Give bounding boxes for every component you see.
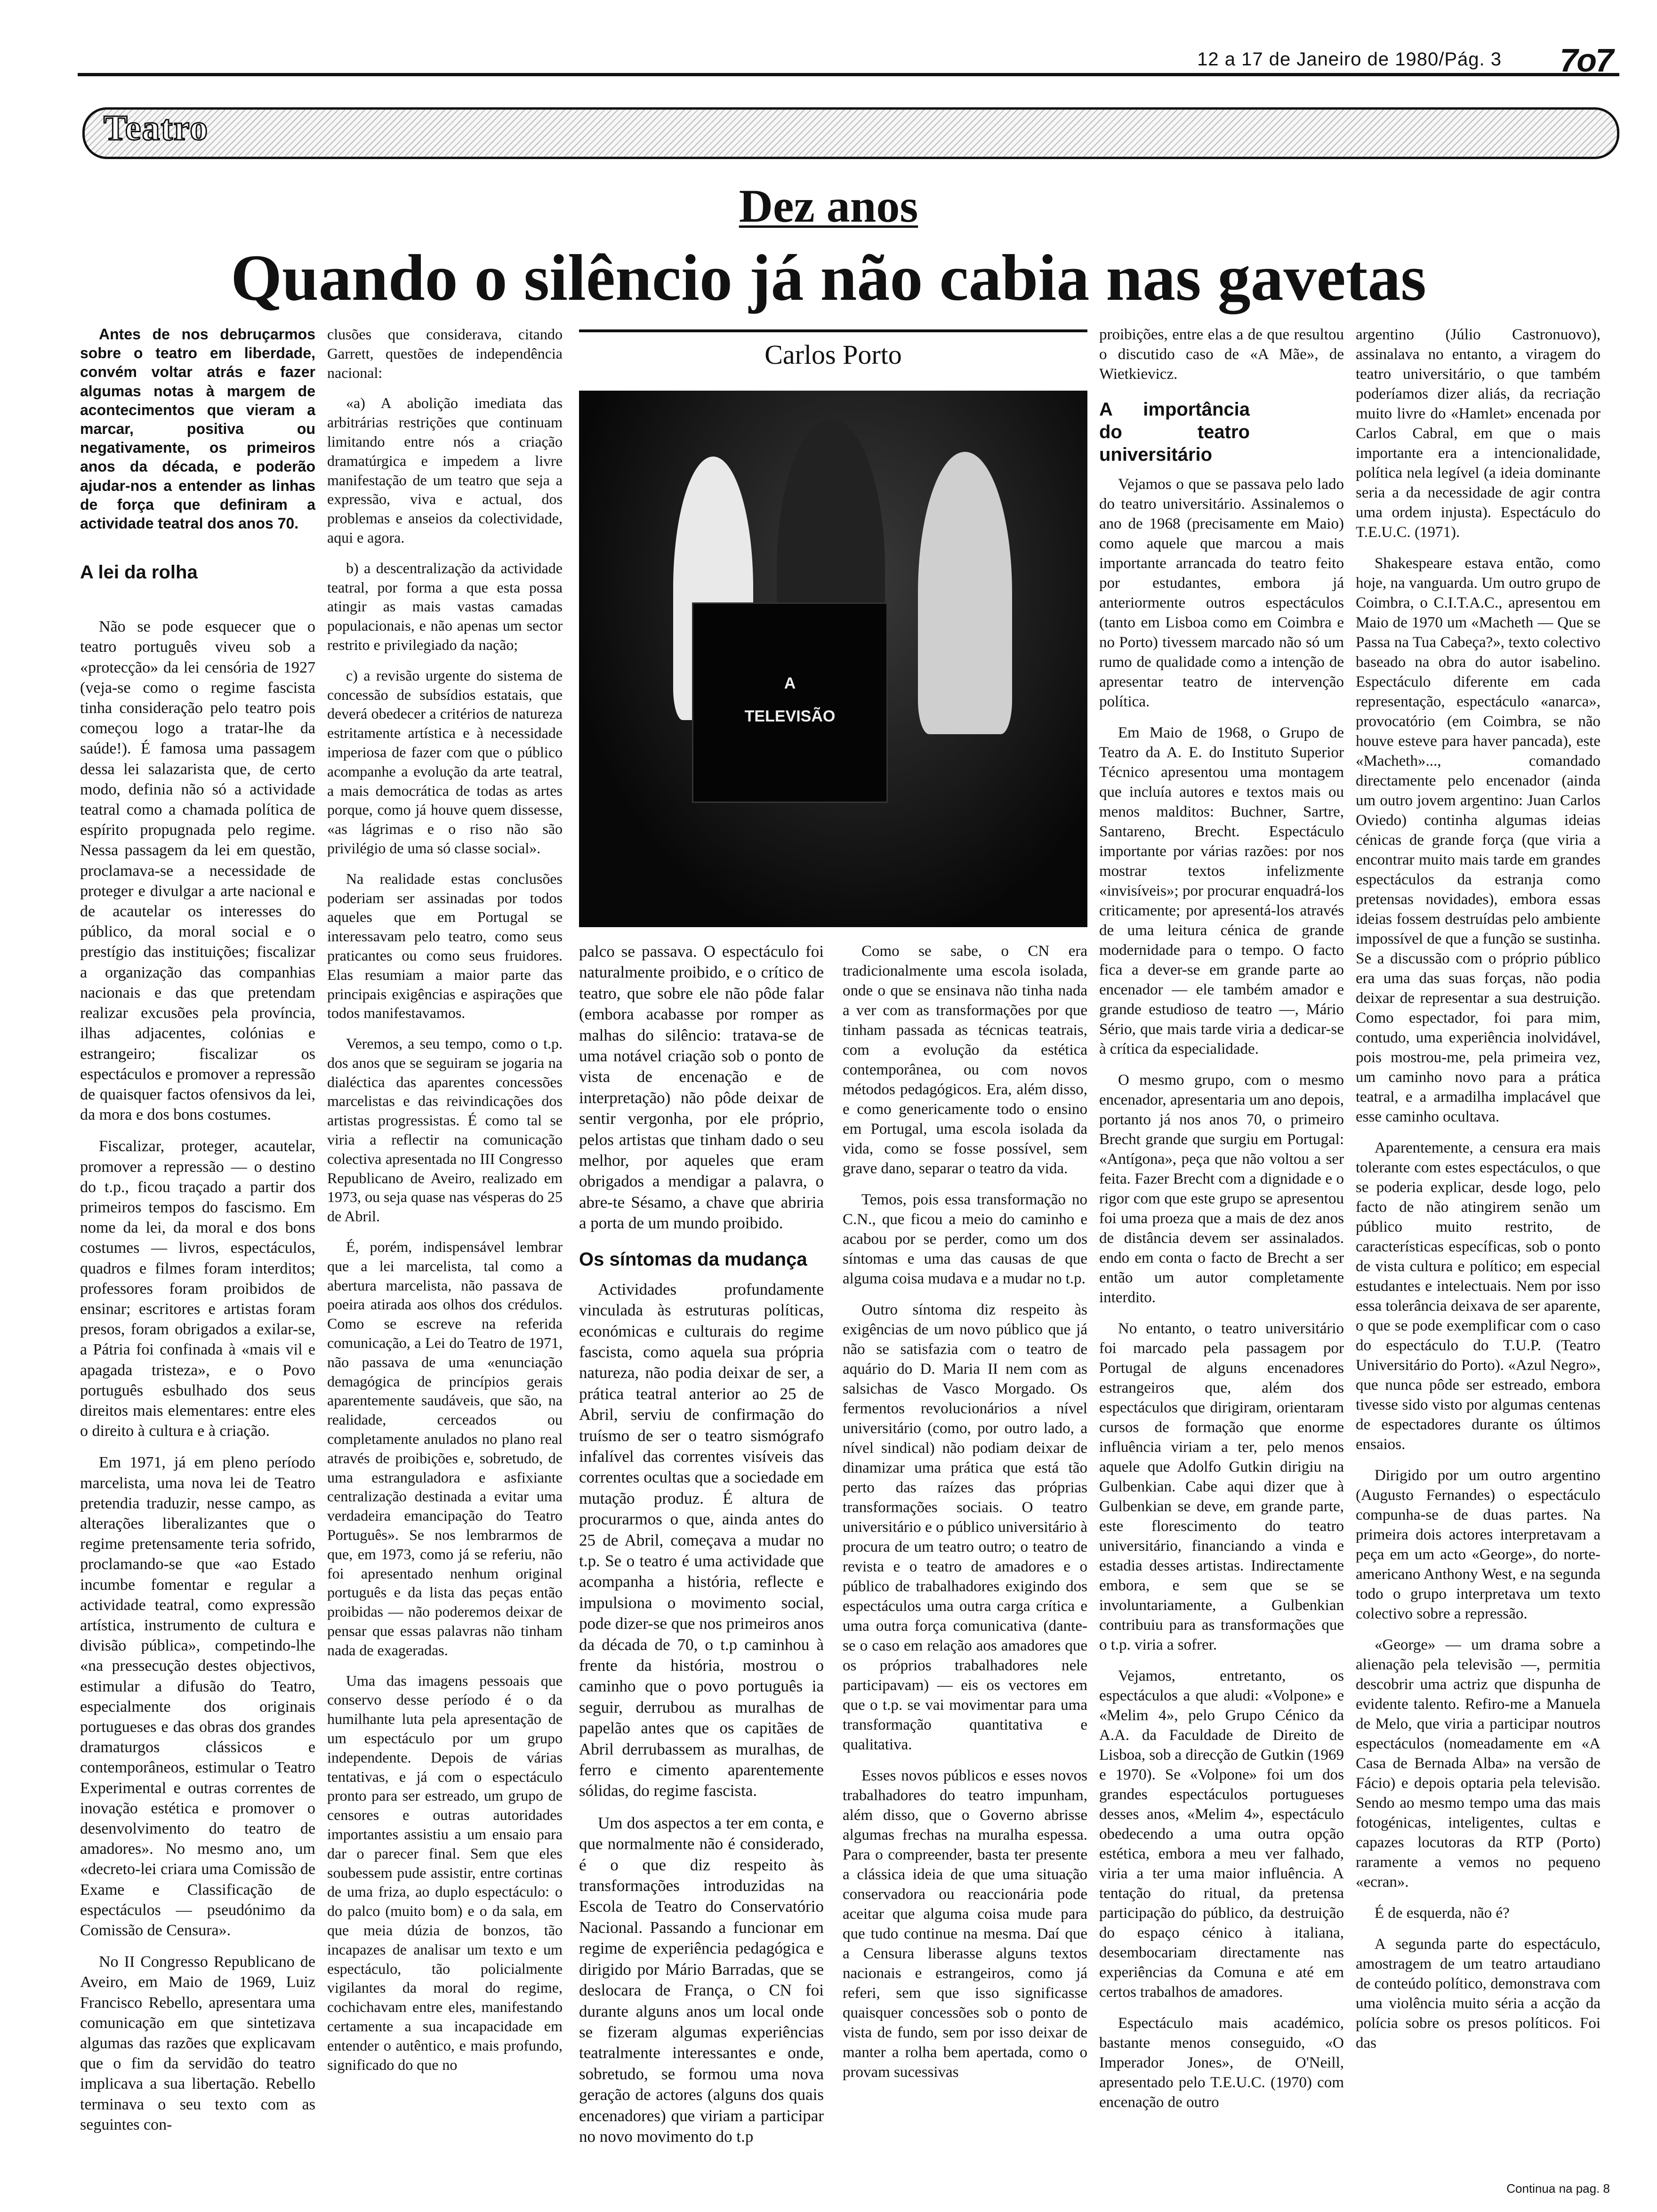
photo-caption-line: TELEVISÃO [744, 707, 836, 725]
paragraph: «George» — um drama sobre a alienação pela televisão —, permitia descobrir uma actriz que dispunha de evidente talento. Refiro-me a Manuela de Melo, que viria a participar noutros espectáculos (nomeadamente em «A Casa de Bernada Alba» na versão de Fácio) e depois optaria pela televisão. Sendo ao mesmo tempo uma das mais fotogénicas, inteligentes, cultas e capazes locutoras da RTP (Porto) raramente a vemos no pequeno «ecran». [1356, 1636, 1601, 1891]
article-kicker: Dez anos [739, 180, 918, 232]
dateline: 12 a 17 de Janeiro de 1980/Pág. 3 [1197, 49, 1502, 70]
header-rule [78, 73, 1619, 76]
photo-caption-line: A [784, 674, 796, 692]
photo-figure [918, 452, 1012, 734]
column-5 [1099, 325, 1344, 2124]
photo-television [692, 602, 888, 803]
paragraph: Vejamos o que se passava pelo lado do teatro universitário. Assinalemos o ano de 1968 (precisamente em Maio) como aquele que marcou a mais importante arrancada do teatro feito por estudantes, embora já anteriormente outros espectáculos (tanto em Lisboa como em Coimbra e no Porto) tivessem marcado não só um rumo de qualidade como a intenção de apresentar teatro de intervenção política. [1099, 476, 1344, 710]
paragraph: Em Maio de 1968, o Grupo de Teatro da A. E. do Instituto Superior Técnico apresentou uma montagem que incluía autores e textos mais ou menos malditos: Buchner, Sartre, Santareno, Brecht. Espectáculo importante por várias razões: por nos mostrar textos infelizmente «invisíveis»; por procurar enquadrá-los criticamente; por apresentá-los através de uma leitura cénica de grande modernidade para o tempo. O facto fica a dever-se em grande parte ao encenador — ele também amador e grande estudioso de teatro —, Mário Sério, que mais tarde viria a dedicar-se à crítica da especialidade. [1099, 724, 1344, 1058]
paragraph: «a) A abolição imediata das arbitrárias restrições que continuam limitando entre nós a criação dramatúrgica e impedem a livre manifestação de um teatro que seja a expressão, viva e actual, dos problemas e anseios da colectividade, aqui e agora. [327, 394, 563, 546]
column-1 [80, 325, 315, 2146]
paragraph: Um dos aspectos a ter em conta, e que normalmente não é considerado, é o que diz respeito às transformações introduzidas na Escola de Teatro do Conservatório Nacional. Passando a funcionar em regime de experiência pedagógica e dirigido por Mário Barradas, que se deslocara de França, o CN foi durante alguns anos um local onde se fizeram algumas experiências teatralmente interessantes e onde, sobretudo, se formou uma nova geração de actores (alguns dos quais encenadores) que viriam a participar no novo movimento do t.p [579, 1813, 824, 2146]
subheading-lei-da-rolha: A lei da rolha [80, 562, 198, 583]
continued-note: Continua na pag. 8 [1506, 2181, 1610, 2196]
paragraph: Na realidade estas conclusões poderiam ser assinadas por todos aqueles que em Portugal se interessavam pelo teatro, como seus praticantes ou como seus fruidores. Elas resumiam a maior parte das principais exigências e aspirações que todos manifestavamos. [327, 870, 563, 1022]
column-6 [1356, 325, 1601, 2064]
paragraph: clusões que considerava, citando Garrett, questões de independência nacional: [327, 326, 563, 381]
paragraph: Fiscalizar, proteger, acautelar, promover a repressão — o destino do t.p., ficou traçado a partir dos primeiros tempos do fascismo. Em nome da lei, da moral e dos bons costumes — livros, espectáculos, quadros e filmes foram interditos; professores foram proibidos de ensinar; escritores e artistas foram presos, foram obrigados a exilar-se, a Pátria foi confinada à «mais vil e apagada tristeza», e o Povo português esbulhado dos seus direitos mais elementares: entre eles o direito à cultura e à criação. [80, 1138, 315, 1440]
paragraph: c) a revisão urgente do sistema de concessão de subsídios estatais, que deverá obedecer a critérios de natureza estritamente artística e à necessidade imperiosa de fazer com que o público acompanhe a evolução da arte teatral, a mais democrática de todas as artes porque, como já houve quem dissesse, «as lágrimas e o riso não são privilégio de uma só classe social». [327, 666, 563, 857]
paragraph: É, porém, indispensável lembrar que a lei marcelista, tal como a abertura marcelista, não passava de poeira atirada aos olhos dos crédulos. Como se escreve na referida comunicação, a Lei do Teatro de 1971, não passava de uma «enunciação demagógica de princípios gerais aparentemente saudáveis, que são, na realidade, cerceados ou completamente anulados no plano real através de proibições e, sobretudo, de uma estranguladora e asfixiante centralização destinada a evitar uma verdadeira emancipação do Teatro Português». Se nos lembrarmos de que, em 1973, como já se referiu, não foi apresentado nenhum original português e da lista das peças então proibidas — não poderemos deixar de pensar que essas palavras não tinham nada de exageradas. [327, 1238, 563, 1659]
paragraph: proibições, entre elas a de que resultou o discutido caso de «A Mãe», de Wietkievicz. [1099, 326, 1344, 383]
column-4 [843, 941, 1087, 2093]
paragraph: Shakespeare estava então, como hoje, na vanguarda. Um outro grupo de Coimbra, o C.I.T.A.C., apresentou em Maio de 1970 um «Macheth — Que se Passa na Tua Cabeça?», texto colectivo baseado na obra do autor isabelino. Espectáculo diferente em cada representação, espectáculo «anarca», provocatório (em Coimbra, se não houve esteve para haver pancada), este «Macheth»..., comandado directamente pelo encenador (ainda um outro jovem argentino: Juan Carlos Oviedo) continha algumas ideias cénicas de grande força (que viria a encontrar muito mais tarde em grandes espectáculos da estranja como pretensas novidades), embora essas ideias fossem destruídas pelo ambiente impossível de que a função se sustinha. Se a discussão com o próprio público era uma das suas forças, não podia deixar de representar a sua destruição. Como espectador, foi para mim, contudo, uma experiência inolvidável, pois mostrou-me, pela primeira vez, um caminho novo para a prática teatral, e a armadilha implacável que esse caminho ocultava. [1356, 555, 1601, 1125]
paragraph: argentino (Júlio Castronuovo), assinalava no entanto, a viragem do teatro universitário, o que também poderíamos dizer aliás, da recriação muito livre do «Hamlet» encenada por Carlos Cabral, em que o mais importante era a intencionalidade, política nela legível (a ideia dominante seria a da necessidade de agir contra uma ordem injusta). Espectáculo do T.E.U.C. (1971). [1356, 326, 1601, 541]
paragraph: Esses novos públicos e esses novos trabalhadores do teatro impunham, além disso, que o Governo abrisse algumas frechas na muralha espessa. Para o compreender, basta ter presente a clássica ideia de que uma situação conservadora ou reaccionária pode aceitar que alguma coisa mude para que tudo continue na mesma. Daí que a Censura liberasse alguns textos nacionais e estrangeiros, como já referi, sem que isso significasse quaisquer concessões sob o ponto de vista de fundo, sem por isso deixar de manter a rolha bem apertada, como o provam sucessivas [843, 1767, 1087, 2081]
column-3 [579, 941, 824, 2158]
paragraph: Temos, pois essa transformação no C.N., que ficou a meio do caminho e acabou por se perder, como um dos síntomas e uma das causas de que alguma coisa mudava e a mudar no t.p. [843, 1191, 1087, 1287]
paragraph: Aparentemente, a censura era mais tolerante com estes espectáculos, o que se poderia explicar, desde logo, pelo facto de não atingirem senão um público muito restrito, de características específicas, sob o ponto de vista cultura e político; em especial estudantes e intelectuais. Nem por isso essa tolerância deixava de ser aparente, o que se pode exemplificar com o caso do espectáculo do T.U.P. (Teatro Universitário do Porto). «Azul Negro», que nunca pôde ser estreado, embora tivesse sido visto por algumas centenas de espectadores durante os últimos ensaios. [1356, 1139, 1601, 1453]
paragraph: Não se pode esquecer que o teatro português viveu sob a «protecção» da lei censória de 1927 (veja-se como o regime fascista tinha consideração pelo teatro pois começou logo a tratar-lhe da saúde!). É famosa uma passagem dessa lei salazarista que, de certo modo, definia não só a actividade teatral como a chamada política de espírito propugnada pelo regime. Nessa passagem da lei em questão, proclamava-se a necessidade de proteger e divulgar a arte nacional e de acautelar os interesses do público, da moral social e o prestígio das instituições; fiscalizar a organização das companhias nacionais e das que pretendam realizar excusões pela província, ilhas adjacentes, colónias e estrangeiro; fiscalizar os espectáculos e promover a repressão de quaisquer factos ofensivos da lei, da mora e dos bons costumes. [80, 618, 315, 1124]
section-banner [82, 107, 1619, 159]
paragraph: É de esquerda, não é? [1375, 1905, 1510, 1922]
byline: Carlos Porto [764, 339, 902, 370]
paragraph: b) a descentralização da actividade teatral, por forma a que esta possa atingir as mais vastas camadas populacionais, e não apenas um sector restrito e privilegiado da nação; [327, 559, 563, 653]
paragraph: Espectáculo mais académico, bastante menos conseguido, «O Imperador Jones», de O'Neill, apresentado pelo T.E.U.C. (1970) com encenação de outro [1099, 2015, 1344, 2111]
paragraph: Vejamos, entretanto, os espectáculos a que aludi: «Volpone» e «Melim 4», pelo Grupo Cénico da A.A. da Faculdade de Direito de Lisboa, sob a direcção de Gutkin (1969 e 1970). Se «Volpone» foi um dos grandes espectáculos portugueses desses anos, «Melim 4», espectáculo obedecendo a uma outra opção estética, embora a meu ver falhado, viria a ter uma maior influência. A tentação do ritual, da pretensa participação do público, da destruição do espaço cénico à italiana, desembocariam directamente nas experiências da Comuna e até em certos trabalhos de amadores. [1099, 1667, 1344, 2001]
paragraph: Actividades profundamente vinculada às estruturas políticas, económicas e culturais do regime fascista, como aquela sua própria natureza, não podia deixar de ser, a prática teatral anterior ao 25 de Abril, serviu de confirmação do truísmo de ser o teatro sismógrafo infalível das correntes visíveis das correntes ocultas que a sociedade em mutação produz. É altura de procurarmos o que, ainda antes do 25 de Abril, começava a mudar no t.p. Se o teatro é uma actividade que acompanha a história, reflecte e impulsiona o movimento social, pode dizer-se que nos primeiros anos da década de 70, o t.p caminhou à frente da história, mostrou o caminho que o povo português ia seguir, derrubou as muralhas de papelão antes que os capitães de Abril derrubassem as muralhas, de ferro e cimento aparentemente sólidas, do regime fascista. [579, 1280, 824, 1800]
paragraph: A segunda parte do espectáculo, amostragem de um teatro artaudiano de conteúdo político, demonstrava com uma violência muito séria a acção da polícia sobre os presos políticos. Foi das [1356, 1936, 1601, 2052]
subheading-sintomas: Os síntomas da mudança [579, 1249, 807, 1270]
paragraph: Em 1971, já em pleno período marcelista, uma nova lei de Teatro pretendia traduzir, nesse campo, as alterações liberalizantes que o regime pretensamente teria sofrido, proclamando-se que «ao Estado incumbe fomentar e regular a actividade teatral, como expressão artística, instrumento de cultura e divisão pública», competindo-lhe «na pressecução destes objectivos, estimular a difusão do Teatro, especialmente dos originais portugueses e das obras dos grandes dramaturgos clássicos e contemporâneos, estimular o Teatro Experimental e outras correntes de inovação estética e promover o desenvolvimento do teatro de amadores». No mesmo ano, um «decreto-lei criara uma Comissão de Exame e Classificação de espectáculos — pseudónimo da Comissão de Censura». [80, 1454, 315, 1940]
paragraph: Dirigido por um outro argentino (Augusto Fernandes) o espectáculo compunha-se de duas partes. Na primeira dois actores interpretavam a peça em um acto «George», do norte-americano Anthony West, e na segunda todo o grupo interpretava um texto colectivo sobre a repressão. [1356, 1467, 1601, 1622]
paragraph: Veremos, a seu tempo, como o t.p. dos anos que se seguiram se jogaria na dialéctica das aparentes concessões marcelistas e das reivindicações dos artistas progressistas. É como tal se viria a reflectir na comunicação colectiva apresentada no III Congresso Republicano de Aveiro, realizado em 1973, ou seja quase nas vésperas do 25 de Abril. [327, 1035, 563, 1225]
article-headline: Quando o silêncio já não cabia nas gavetas [231, 241, 1426, 314]
paragraph: No entanto, o teatro universitário foi marcado pela passagem por Portugal de alguns encenadores estrangeiros que, além dos espectáculos que dirigiram, orientaram cursos de formação que enorme influência viriam a ter, pelo menos aquele que Adolfo Gutkin dirigiu na Gulbenkian. Cabe aqui dizer que à Gulbenkian se deve, em grande parte, este florescimento do teatro universitário, financiando a vinda e estadia desses artistas. Indirectamente embora, e sem que se se involuntariamente, a Gulbenkian contribuiu para as transformações que o t.p. viria a sofrer. [1099, 1320, 1344, 1653]
paragraph: O mesmo grupo, com o mesmo encenador, apresentaria um ano depois, portanto já nos anos 70, o primeiro Brecht grande que surgiu em Portugal: «Antígona», peça que não voltou a ser feita. Fazer Brecht com a dignidade e o rigor com que este grupo se apresentou foi uma proeza que a mais de dez anos de distância devem ser assinalados. endo em conta o facto de Brecht a ser então um autor completamente interdito. [1099, 1072, 1344, 1306]
lead-paragraph: Antes de nos debruçarmos sobre o teatro em liberdade, convém voltar atrás e fazer algumas notas à margem de acontecimentos que vieram a marcar, positiva ou negativamente, os primeiros anos da década, e poderão ajudar-nos a entender as linhas de força que definiram a actividade teatral dos anos 70. [80, 326, 315, 532]
paragraph: Como se sabe, o CN era tradicionalmente uma escola isolada, onde o que se ensinava não tinha nada a ver com as transformações por que tinham passada as técnicas teatrais, com a evolução da estética contemporânea, ou com novos métodos pedagógicos. Era, além disso, e como genericamente todo o ensino em Portugal, uma escola isolada da vida, como se fosse possível, sem grave dano, separar o teatro da vida. [843, 943, 1087, 1177]
subheading-teatro-universitario: A importância do teatro universitário [1099, 399, 1250, 465]
article-photo [579, 391, 1087, 927]
paragraph: palco se passava. O espectáculo foi naturalmente proibido, e o crítico de teatro, que sobre ele não pôde falar (embora acabasse por romper as malhas do silêncio: tratava-se de uma notável criação sob o ponto de vista de encenação e de interpretação) não pôde deixar de sentir vergonha, por ele próprio, pelos artistas que tinham dado o seu melhor, por aqueles que eram obrigados a mendigar a palavra, o abre-te Sésamo, a chave que abriria a porta de um mundo proibido. [579, 942, 824, 1233]
section-title: Teatro [104, 108, 209, 148]
paragraph: Uma das imagens pessoais que conservo desse período é o da humilhante luta pela apresentação de um espectáculo por um grupo independente. Depois de várias tentativas, e já com o espectáculo pronto para ser estreado, um grupo de censores e outras autoridades importantes assistiu a um ensaio para dar o parecer final. Sem que eles soubessem pude assistir, entre cortinas de uma friza, ao duplo espectáculo: o do palco (muito bom) e o da sala, em que meia dúzia de bonzos, tão incapazes de analisar um texto e um espectáculo, tão policialmente vigilantes da moral do regime, cochichavam entre eles, manifestando certamente a sua incapacidade em entender o autêntico, e mais profundo, significado do que no [327, 1672, 563, 2073]
publication-logo: 7o7 [1560, 42, 1612, 79]
column-2 [327, 325, 563, 2085]
paragraph: Outro síntoma diz respeito às exigências de um novo público que já não se satisfazia com o teatro de aquário do D. Maria II nem com as salsichas de Vasco Morgado. Os fermentos revolucionários a nível universitário (como, por outro lado, a nível sindical) não podiam deixar de dinamizar uma prática que está tão perto das raízes das próprias transformações sociais. O teatro universitário e o público universitário à procura de um teatro outro; o teatro de revista e o teatro de amadores e o público de trabalhadores exigindo dos espectáculos uma outra carga crítica e uma outra força comunicativa (dante-se o caso em relação aos amadores que os próprios trabalhadores nele participavam) — eis os vectores em que o t.p. se vai movimentar para uma transformação quantitativa e qualitativa. [843, 1301, 1087, 1753]
paragraph: No II Congresso Republicano de Aveiro, em Maio de 1969, Luiz Francisco Rebello, apresentara uma comunicação em que sintetizava algumas das razões que explicavam que o fim da servidão do teatro implicava a sua libertação. Rebello terminava o seu texto com as seguintes con- [80, 1953, 315, 2133]
byline-rule [579, 329, 1087, 332]
